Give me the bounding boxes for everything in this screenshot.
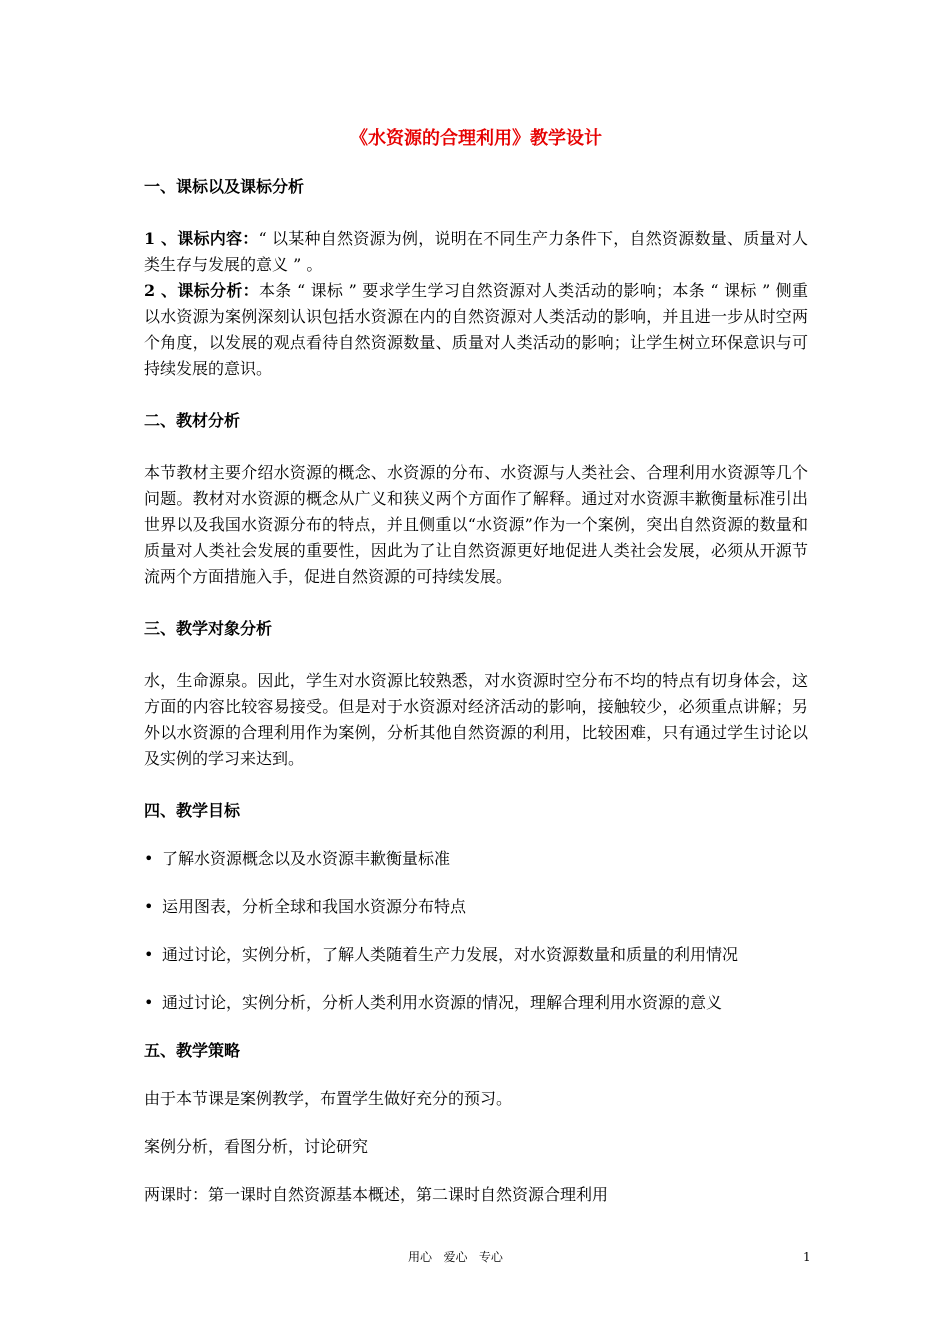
objective-item [144,846,808,872]
strategy-line: 案例分析，看图分析，讨论研究 [144,1137,369,1156]
student-analysis-paragraph: 水，生命源泉。因此，学生对水资源比较熟悉，对水资源时空分布不均的特点有切身体会，这方面的内容比较容易接受。但是对于水资源对经济活动的影响，接触较少，必须重点讲解；另外以水资源的合理利用作为案例，分析其他自然资源的利用，比较困难，只有通过学生讨论以及实例的学习来达到。 [144,671,808,768]
document-title: 《水资源的合理利用》教学设计 [350,128,602,149]
curriculum-content-label: 1 、课标内容： [144,229,259,248]
objective-item [144,894,808,920]
bullet-icon: • [144,897,154,916]
strategy-line: 两课时：第一课时自然资源基本概述，第二课时自然资源合理利用 [144,1185,609,1204]
objective-text: 了解水资源概念以及水资源丰歉衡量标准 [162,849,451,868]
curriculum-analysis-paragraph [144,278,808,382]
section-heading-4: 四、教学目标 [144,801,241,820]
objective-item [144,942,808,968]
footer-motto: 用心 爱心 专心 [408,1250,503,1264]
objective-item [144,990,808,1016]
bullet-icon: • [144,993,154,1012]
section-heading-3: 三、教学对象分析 [144,619,273,638]
curriculum-analysis-label: 2 、课标分析： [144,281,259,300]
textbook-analysis-paragraph: 本节教材主要介绍水资源的概念、水资源的分布、水资源与人类社会、合理利用水资源等几个问题。教材对水资源的概念从广义和狭义两个方面作了解释。通过对水资源丰歉衡量标准引出世界以及我国水资源分布的特点，并且侧重以“水资源”作为一个案例，突出自然资源的数量和质量对人类社会发展的重要性，因此为了让自然资源更好地促进人类社会发展，必须从开源节流两个方面措施入手，促进自然资源的可持续发展。 [144,463,808,586]
section-heading-1: 一、课标以及课标分析 [144,177,305,196]
section-heading-2: 二、教材分析 [144,411,241,430]
objective-text: 通过讨论，实例分析，分析人类利用水资源的情况，理解合理利用水资源的意义 [162,993,723,1012]
strategy-line: 由于本节课是案例教学，布置学生做好充分的预习。 [144,1089,513,1108]
curriculum-content-paragraph [144,226,808,278]
bullet-icon: • [144,849,154,868]
document-body [144,118,808,1208]
curriculum-analysis-text: 本条 “ 课标 ” 要求学生学习自然资源对人类活动的影响；本条 “ 课标 ” 侧重以水资源为案例深刻认识包括水资源在内的自然资源对人类活动的影响，并且进一步从时空两个角度，以发展的观点看待自然资源数量、质量对人类活动的影响；让学生树立环保意识与可持续发展的意识。 [144,281,808,378]
curriculum-content-text: “ 以某种自然资源为例，说明在不同生产力条件下，自然资源数量、质量对人类生存与发展的意义 ” 。 [144,229,808,274]
section-heading-5: 五、教学策略 [144,1041,241,1060]
objective-text: 运用图表，分析全球和我国水资源分布特点 [162,897,467,916]
objective-text: 通过讨论，实例分析，了解人类随着生产力发展，对水资源数量和质量的利用情况 [162,945,739,964]
page-number: 1 [803,1250,811,1264]
bullet-icon: • [144,945,154,964]
